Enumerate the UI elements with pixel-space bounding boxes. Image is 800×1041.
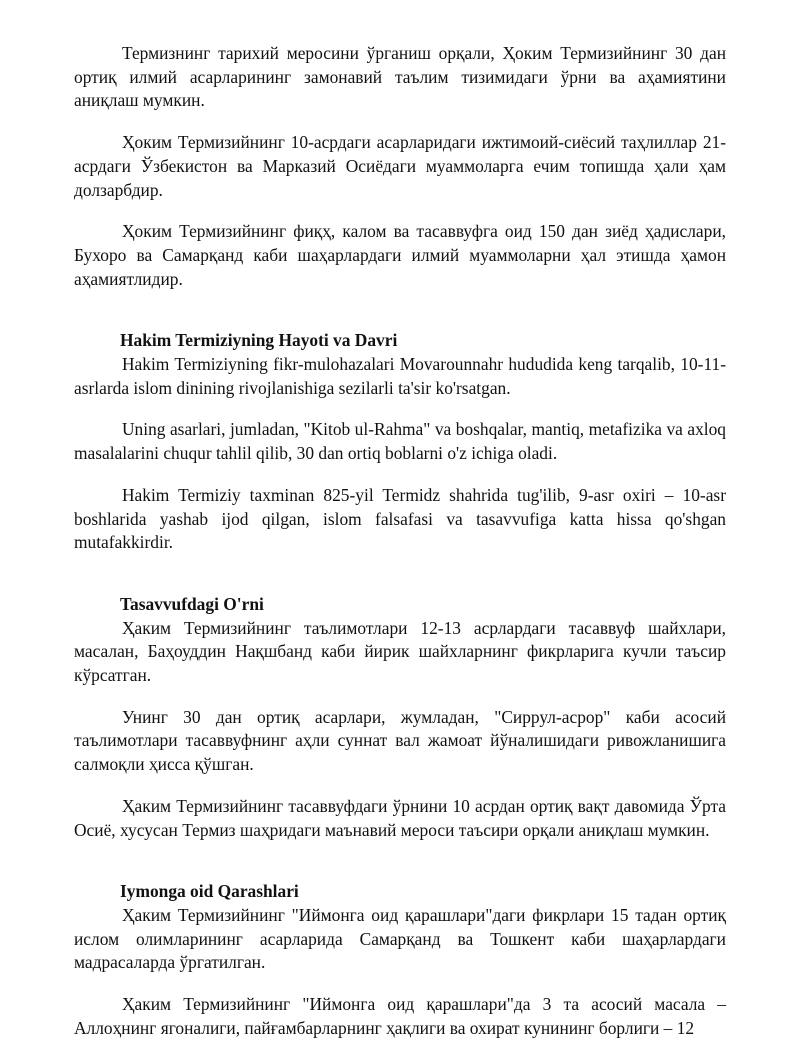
section-heading-hayoti: Hakim Termiziyning Hayoti va Davri [120, 330, 398, 351]
intro-paragraph-3: Ҳоким Термизийнинг фиқҳ, калом ва тасаввуфга оид 150 дан зиёд ҳадислари, Бухоро ва Самарқанд каби шаҳарлардаги илмий муаммоларни ҳал этишда ҳамон аҳамиятлидир. [74, 221, 726, 289]
section2-paragraph-1: Ҳаким Термизийнинг таълимотлари 12-13 асрлардаги тасаввуф шайхлари, масалан, Баҳоуддин Нақшбанд каби йирик шайхларнинг фикрларига кучли таъсир кўрсатган. [74, 617, 726, 686]
section-heading-iymon: Iymonga oid Qarashlari [120, 881, 299, 902]
section-spacer [74, 309, 726, 329]
section-spacer [74, 573, 726, 593]
section3-paragraph-1: Ҳаким Термизийнинг "Иймонга оид қарашлари"даги фикрлари 15 тадан ортиқ ислом олимларининг асарларида Самарқанд ва Тошкент каби шаҳарлардаги мадрасаларда ўргатилган. [74, 904, 726, 973]
section-heading-tasavvuf: Tasavvufdagi O'rni [120, 593, 264, 614]
section1-paragraph-3: Hakim Termiziy taxminan 825-yil Termidz shahrida tug'ilib, 9-asr oxiri – 10-asr boshlarida yashab ijod qilgan, islom falsafasi va tasavvufiga katta hissa qo'shgan mutafakkirdir. [74, 484, 726, 553]
section3-paragraph-2: Ҳаким Термизийнинг "Иймонга оид қарашлари"да 3 та асосий масала – Аллоҳнинг ягоналиги, пайғамбарларнинг ҳақлиги ва охират кунининг борлиги – 12 [74, 994, 726, 1038]
section1-paragraph-2: Uning asarlari, jumladan, "Kitob ul-Rahma" va boshqalar, mantiq, metafizika va axloq masalalarini chuqur tahlil qilib, 30 dan ortiq boblarni o'z ichiga oladi. [74, 419, 726, 464]
section2-paragraph-2: Унинг 30 дан ортиқ асарлари, жумладан, "Сиррул-асрор" каби асосий таълимотлари тасаввуфнинг аҳли суннат вал жамоат йўналишидаги ривожланишига салмоқли ҳисса қўшган. [74, 706, 726, 775]
intro-paragraph-1: Термизнинг тарихий меросини ўрганиш орқали, Ҳоким Термизийнинг 30 дан ортиқ илмий асарларининг замонавий таълим тизимидаги ўрни ва аҳамиятини аниқлаш мумкин. [74, 43, 726, 111]
intro-paragraph-2: Ҳоким Термизийнинг 10-асрдаги асарларидаги ижтимоий-сиёсий таҳлиллар 21-асрдаги Ўзбекистон ва Марказий Осиёдаги муаммоларга ечим топишда ҳали ҳам долзарбдир. [74, 132, 726, 200]
section1-paragraph-1: Hakim Termiziyning fikr-mulohazalari Movarounnahr hududida keng tarqalib, 10-11-asrlarda islom dinining rivojlanishiga sezilarli ta'sir ko'rsatgan. [74, 354, 726, 398]
section2-paragraph-3: Ҳаким Термизийнинг тасаввуфдаги ўрнини 10 асрдан ортиқ вақт давомида Ўрта Осиё, хусусан Термиз шаҳридаги маънавий мероси таъсири орқали аниқлаш мумкин. [74, 795, 726, 840]
section-spacer [74, 860, 726, 880]
